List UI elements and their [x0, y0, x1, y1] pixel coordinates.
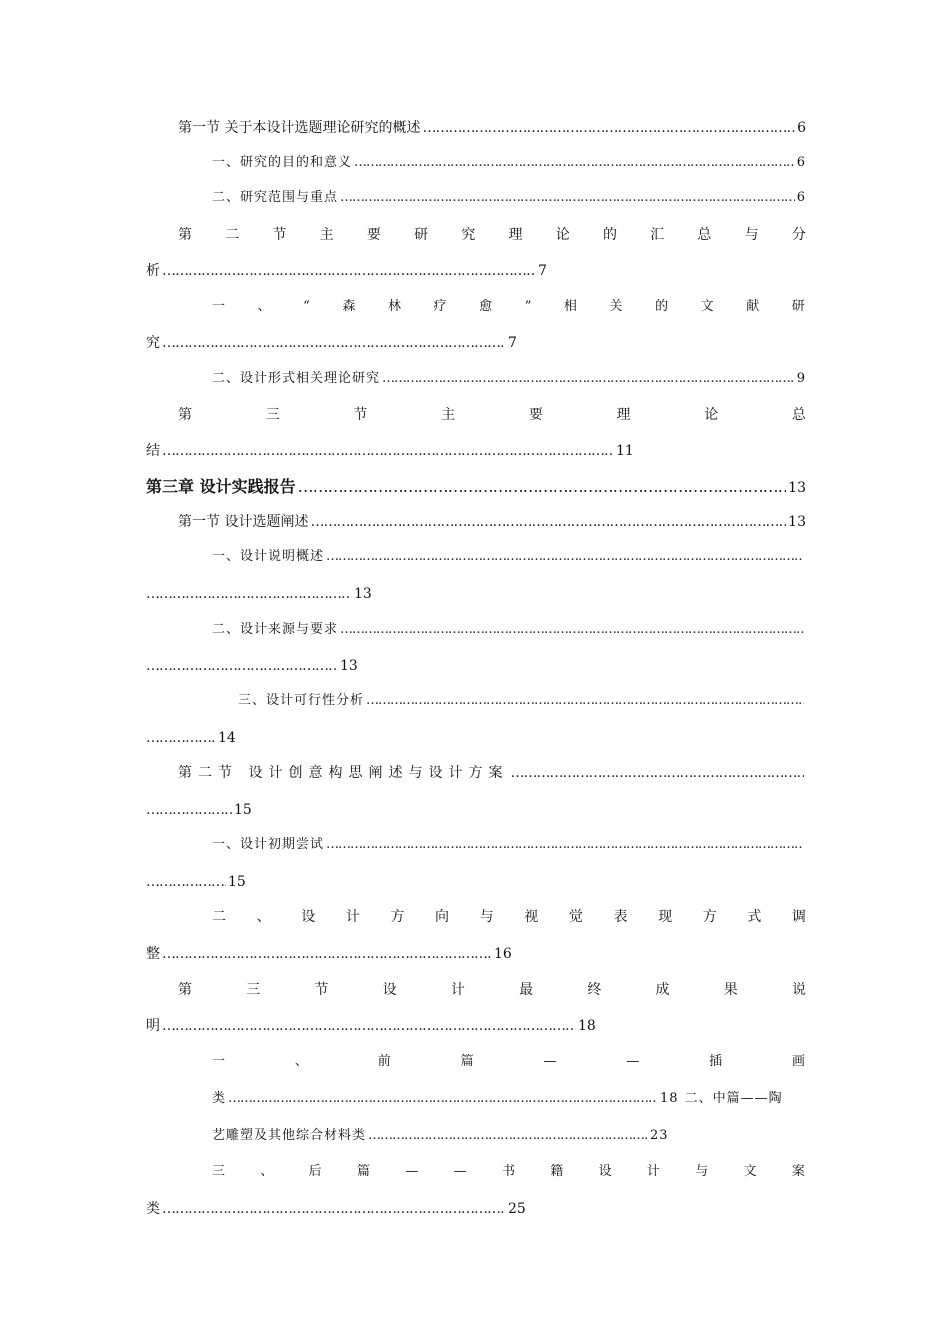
toc-title-char: 终 — [587, 982, 602, 998]
toc-entry[interactable] — [178, 115, 806, 141]
toc-title-char: “ — [303, 299, 311, 314]
toc-leader — [162, 1013, 576, 1039]
toc-title-char: ” — [524, 299, 533, 314]
toc-title-char: 究 — [461, 227, 476, 243]
toc-title-char: 视 — [524, 909, 539, 925]
toc-entry-page: 18 — [578, 1018, 596, 1034]
toc-title-char: 觉 — [568, 909, 583, 925]
toc-title-char: 设 — [598, 1164, 613, 1179]
toc-entry-justified[interactable] — [212, 294, 806, 320]
toc-entry-page: 13 — [354, 586, 372, 602]
toc-entry-justified[interactable] — [178, 402, 806, 428]
toc-title-char: 、 — [294, 1054, 309, 1069]
toc-title-char: 节 — [314, 982, 329, 998]
toc-title-char: 画 — [791, 1054, 806, 1069]
toc-entry-title: 二、中篇——陶 — [684, 1091, 783, 1106]
toc-entry-page: 15 — [234, 802, 252, 818]
toc-title-char: 调 — [791, 909, 806, 925]
toc-title-char: 与 — [479, 909, 494, 925]
toc-entry-page: 6 — [797, 120, 806, 136]
toc-entry-page: 14 — [218, 730, 236, 746]
toc-title-char: 论 — [555, 227, 570, 243]
toc-title-char: 愈 — [479, 299, 494, 314]
toc-entry-title: 明 — [146, 1018, 160, 1034]
toc-leader — [326, 832, 804, 858]
toc-title-char: 、 — [260, 1164, 275, 1179]
toc-entry-justified[interactable] — [212, 1159, 806, 1185]
toc-entry[interactable] — [212, 1086, 806, 1112]
toc-entry[interactable] — [212, 1123, 806, 1149]
toc-entry[interactable] — [212, 366, 806, 392]
toc-entry-page: 9 — [796, 371, 806, 386]
toc-title-char: 林 — [387, 299, 402, 314]
toc-title-char: 理 — [508, 227, 523, 243]
toc-title-char: 向 — [435, 909, 450, 925]
toc-title-char: 表 — [613, 909, 628, 925]
toc-title-char: 设 — [382, 982, 397, 998]
toc-title-char: 研 — [791, 299, 806, 314]
toc-title-char: 果 — [723, 982, 738, 998]
toc-leader — [146, 725, 216, 751]
toc-leader — [162, 258, 536, 284]
toc-title-char: 第 — [178, 227, 192, 243]
toc-entry[interactable] — [212, 150, 806, 176]
toc-title-char: 森 — [342, 299, 357, 314]
toc-leader — [340, 617, 804, 643]
toc-title-char: 主 — [319, 227, 334, 243]
toc-title-char: 二 — [212, 909, 226, 925]
toc-title-char: 三 — [246, 982, 261, 998]
toc-title-char: 二 — [225, 227, 240, 243]
toc-title-char: 计 — [450, 982, 465, 998]
toc-title-char: 插 — [709, 1054, 724, 1069]
toc-title-char: 说 — [791, 982, 806, 998]
toc-leader — [422, 115, 795, 141]
toc-entry[interactable] — [212, 185, 806, 211]
toc-title-char: 与 — [695, 1164, 710, 1179]
toc-entry-page: 7 — [538, 263, 547, 279]
toc-title-char: 籍 — [550, 1164, 565, 1179]
toc-title-char: 关 — [609, 299, 624, 314]
toc-title-char: 相 — [563, 299, 578, 314]
toc-title-char: 成 — [655, 982, 670, 998]
toc-title-char: 计 — [345, 909, 360, 925]
toc-entry-title: 结 — [146, 443, 160, 459]
toc-leader — [354, 150, 795, 176]
toc-title-char: 论 — [704, 407, 719, 423]
toc-chapter-title: 第三章 设计实践报告 — [146, 477, 296, 496]
toc-entry-title: 一、研究的目的和意义 — [212, 155, 353, 170]
toc-title-char: 后 — [308, 1164, 323, 1179]
toc-title-char: 的 — [655, 299, 670, 314]
toc-title-char: 计 — [646, 1164, 661, 1179]
toc-entry[interactable] — [212, 617, 806, 643]
toc-entry-title: 一、设计说明概述 — [212, 549, 325, 564]
toc-entry-page: 7 — [508, 335, 517, 351]
toc-entry[interactable] — [146, 438, 806, 464]
toc-entry-title: 二、设计形式相关理论研究 — [212, 371, 381, 386]
toc-entry[interactable] — [146, 1196, 806, 1222]
toc-entry[interactable] — [146, 725, 806, 751]
toc-title-char: 总 — [791, 407, 806, 423]
toc-entry-title: 析 — [146, 263, 160, 279]
toc-title-char: 主 — [441, 407, 456, 423]
toc-title-char: 三 — [212, 1164, 227, 1179]
toc-entry[interactable] — [146, 258, 806, 284]
toc-leader — [162, 330, 506, 356]
toc-title-char: 方 — [702, 909, 717, 925]
toc-title-char: 理 — [616, 407, 631, 423]
toc-leader — [340, 185, 795, 211]
toc-leader — [310, 509, 786, 535]
toc-leader — [326, 544, 804, 570]
toc-entry[interactable] — [146, 581, 806, 607]
toc-title-char: 文 — [743, 1164, 758, 1179]
toc-entry[interactable] — [146, 797, 806, 823]
toc-leader — [162, 941, 492, 967]
toc-leader — [228, 1086, 658, 1112]
toc-title-char: 设 — [301, 909, 316, 925]
toc-title-char: 三 — [265, 407, 280, 423]
toc-entry-page: 15 — [228, 874, 246, 890]
toc-title-char: 式 — [747, 909, 762, 925]
toc-entry[interactable] — [146, 653, 806, 679]
toc-entry-title: 第一节 关于本设计选题理论研究的概述 — [178, 120, 421, 136]
toc-entry-page: 16 — [494, 946, 512, 962]
toc-entry[interactable] — [178, 509, 806, 535]
toc-entry-title: 究 — [146, 335, 160, 351]
toc-leader — [382, 366, 795, 392]
toc-entry-page: 13 — [788, 514, 806, 530]
toc-entry-title: 第一节 设计选题阐述 — [178, 514, 309, 530]
toc-leader — [146, 869, 226, 895]
toc-entry-justified[interactable] — [212, 904, 806, 930]
toc-leader — [162, 1196, 506, 1222]
toc-entry-title: 整 — [146, 946, 160, 962]
toc-title-char: 与 — [744, 227, 759, 243]
toc-leader — [146, 581, 352, 607]
toc-title-char: 献 — [746, 299, 761, 314]
toc-title-char: 汇 — [650, 227, 665, 243]
toc-entry-title: 三、设计可行性分析 — [238, 693, 365, 708]
toc-entry[interactable] — [178, 760, 806, 786]
toc-title-char: 最 — [519, 982, 534, 998]
toc-entry-page: 18 — [660, 1091, 679, 1106]
toc-title-char: 要 — [528, 407, 543, 423]
toc-entry[interactable] — [146, 330, 806, 356]
toc-entry-page: 13 — [788, 480, 806, 496]
toc-title-char: 、 — [257, 299, 272, 314]
toc-title-char: 疗 — [433, 299, 448, 314]
toc-title-char: 现 — [658, 909, 673, 925]
toc-entry[interactable] — [238, 688, 806, 714]
toc-entry-page: 6 — [796, 155, 806, 170]
toc-title-char: 书 — [501, 1164, 516, 1179]
toc-title-char: 总 — [697, 227, 712, 243]
toc-title-char: — — [453, 1164, 468, 1179]
toc-title-char: 节 — [272, 227, 287, 243]
toc-entry-title: 二、研究范围与重点 — [212, 190, 339, 205]
toc-title-char: 一 — [212, 299, 227, 314]
toc-leader — [366, 688, 804, 714]
toc-title-char: — — [405, 1164, 420, 1179]
toc-chapter[interactable] — [146, 474, 806, 500]
toc-title-char: 一 — [212, 1054, 227, 1069]
toc-entry-page: 6 — [796, 190, 806, 205]
toc-title-char: 研 — [414, 227, 429, 243]
toc-title-char: 第 — [178, 407, 192, 423]
toc-title-char: 的 — [602, 227, 617, 243]
toc-title-char: 篇 — [460, 1054, 475, 1069]
toc-title-char: 前 — [377, 1054, 392, 1069]
toc-entry-page: 11 — [616, 443, 634, 459]
toc-entry[interactable] — [146, 869, 806, 895]
toc-title-char: — — [543, 1054, 558, 1069]
toc-entry-page: 25 — [508, 1201, 526, 1217]
toc-title-char: — — [626, 1054, 641, 1069]
toc-title-char: 、 — [256, 909, 271, 925]
toc-leader — [146, 653, 338, 679]
toc-title-char: 篇 — [356, 1164, 371, 1179]
toc-leader — [146, 797, 232, 823]
toc-entry-justified[interactable] — [178, 222, 806, 248]
toc-leader — [298, 474, 787, 500]
toc-title-char: 第 — [178, 982, 192, 998]
toc-entry-justified[interactable] — [212, 1049, 806, 1075]
toc-entry-title: 二、设计来源与要求 — [212, 622, 339, 637]
toc-entry-justified[interactable] — [178, 977, 806, 1003]
toc-entry-title: 一、设计初期尝试 — [212, 837, 325, 852]
toc-title-char: 案 — [791, 1164, 806, 1179]
toc-entry-title: 艺雕塑及其他综合材料类 — [212, 1128, 367, 1143]
toc-entry-page: 23 — [650, 1128, 669, 1143]
toc-entry[interactable] — [212, 832, 806, 858]
toc-entry[interactable] — [146, 941, 806, 967]
toc-entry-page: 13 — [340, 658, 358, 674]
toc-entry-title: 第二节 设计创意构思阐述与设计方案 — [178, 765, 509, 781]
toc-entry-title: 类 — [212, 1091, 227, 1106]
toc-title-char: 文 — [700, 299, 715, 314]
toc-entry[interactable] — [146, 1013, 806, 1039]
toc-title-char: 方 — [390, 909, 405, 925]
toc-title-char: 要 — [366, 227, 381, 243]
toc-title-char: 分 — [791, 227, 806, 243]
toc-leader — [368, 1123, 648, 1149]
toc-entry[interactable] — [212, 544, 806, 570]
toc-entry-title: 类 — [146, 1201, 160, 1217]
toc-leader — [162, 438, 614, 464]
toc-title-char: 节 — [353, 407, 368, 423]
toc-leader — [510, 760, 804, 786]
